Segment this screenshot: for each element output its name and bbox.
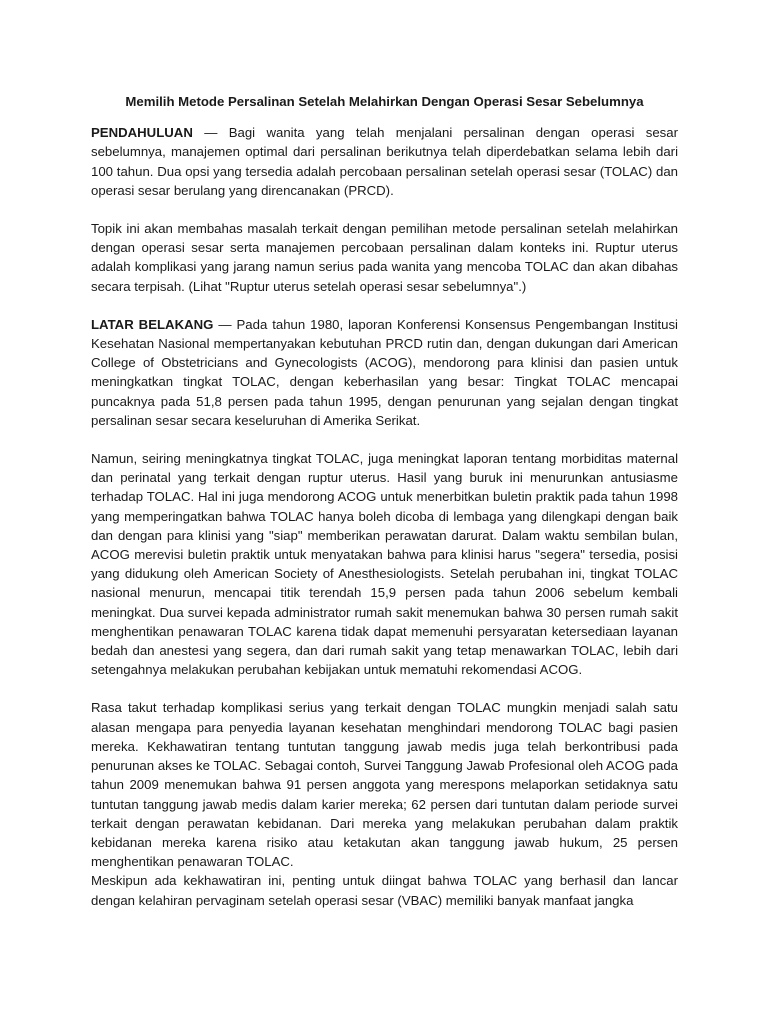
document-title: Memilih Metode Persalinan Setelah Melahirkan Dengan Operasi Sesar Sebelumnya [125,94,644,109]
paragraph-meskipun [91,871,678,909]
paragraph-pendahuluan [91,123,678,200]
section-heading-latar-belakang: LATAR BELAKANG [91,316,214,332]
paragraph-text: — Pada tahun 1980, laporan Konferensi Konsensus Pengembangan Institusi Kesehatan Nasional mempertanyakan kebutuhan PRCD rutin dan, dengan dukungan dari American College of Obstetricians and Gynecologists (ACOG), mendorong para klinisi dan pasien untuk meningkatkan tingkat TOLAC, dengan keberhasilan yang besar: Tingkat TOLAC mencapai puncaknya pada 51,8 persen pada tahun 1995, dengan penurunan yang sejalan dengan tingkat persalinan sesar secara keseluruhan di Amerika Serikat. [91,316,678,428]
paragraph-text: — Bagi wanita yang telah menjalani persalinan dengan operasi sesar sebelumnya, manajemen optimal dari persalinan berikutnya telah diperdebatkan selama lebih dari 100 tahun. Dua opsi yang tersedia adalah percobaan persalinan setelah operasi sesar (TOLAC) dan operasi sesar berulang yang direncanakan (PRCD). [91,125,678,198]
paragraph-text: Namun, seiring meningkatnya tingkat TOLAC, juga meningkat laporan tentang morbiditas maternal dan perinatal yang terkait dengan ruptur uterus. Hasil yang buruk ini menurunkan antusiasme terhadap TOLAC. Hal ini juga mendorong ACOG untuk menerbitkan buletin praktik pada tahun 1998 yang memperingatkan bahwa TOLAC hanya boleh dicoba di lembaga yang dilengkapi dengan baik dan dengan para klinisi yang "siap" memberikan perawatan darurat. Dalam waktu sembilan bulan, ACOG merevisi buletin praktik untuk menyatakan bahwa para klinisi harus "segera" tersedia, posisi yang didukung oleh American Society of Anesthesiologists. Setelah perubahan ini, tingkat TOLAC nasional menurun, mencapai titik terendah 15,9 persen pada tahun 2006 sebelum kembali meningkat. Dua survei kepada administrator rumah sakit menemukan bahwa 30 persen rumah sakit menghentikan penawaran TOLAC karena tidak dapat memenuhi persyaratan ketersediaan layanan bedah dan anestesi yang segera, dan dari rumah sakit yang tetap menawarkan TOLAC, lebih dari setengahnya melakukan perubahan kebijakan untuk mematuhi rekomendasi ACOG. [91,451,678,678]
paragraph-text: Topik ini akan membahas masalah terkait dengan pemilihan metode persalinan setelah melahirkan dengan operasi sesar serta manajemen percobaan persalinan dalam konteks ini. Ruptur uterus adalah komplikasi yang jarang namun serius pada wanita yang mencoba TOLAC dan akan dibahas secara terpisah. (Lihat "Ruptur uterus setelah operasi sesar sebelumnya".) [91,221,678,294]
paragraph-namun [91,449,678,679]
paragraph-latar-belakang [91,315,678,430]
document-page [91,92,678,910]
paragraph-topik [91,219,678,296]
paragraph-text: Rasa takut terhadap komplikasi serius yang terkait dengan TOLAC mungkin menjadi salah satu alasan mengapa para penyedia layanan kesehatan menghindari mendorong TOLAC bagi pasien mereka. Kekhawatiran tentang tuntutan tanggung jawab medis juga telah berkontribusi pada penurunan akses ke TOLAC. Sebagai contoh, Survei Tanggung Jawab Profesional oleh ACOG pada tahun 2009 menemukan bahwa 91 persen anggota yang merespons melaporkan setidaknya satu tuntutan tanggung jawab medis dalam karier mereka; 62 persen dari tuntutan dalam periode survei terkait dengan perawatan kebidanan. Dari mereka yang melakukan perubahan dalam praktik kebidanan mereka karena risiko atau ketakutan akan tanggung jawab hukum, 25 persen menghentikan penawaran TOLAC. [91,700,678,870]
section-heading-pendahuluan: PENDAHULUAN [91,125,193,141]
paragraph-text: Meskipun ada kekhawatiran ini, penting untuk diingat bahwa TOLAC yang berhasil dan lancar dengan kelahiran pervaginam setelah operasi sesar (VBAC) memiliki banyak manfaat jangka [91,873,678,908]
paragraph-rasa-takut [91,698,678,871]
